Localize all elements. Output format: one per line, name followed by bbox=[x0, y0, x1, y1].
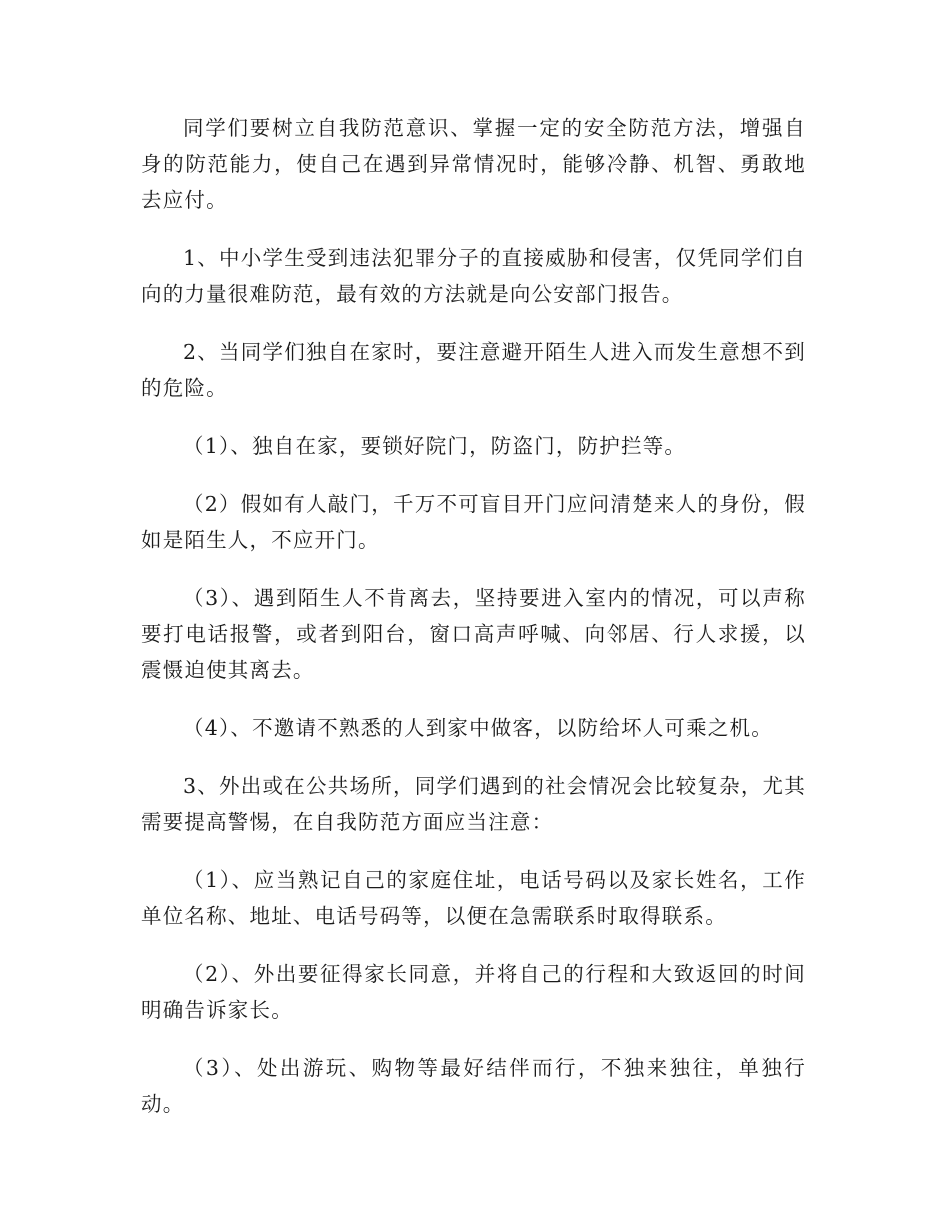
paragraph-item-1: 1、中小学生受到违法犯罪分子的直接威胁和侵害，仅凭同学们自向的力量很难防范，最有效的方法就是向公安部门报告。 bbox=[141, 246, 806, 306]
paragraph-subitem-2-1: （1）、独自在家，要锁好院门，防盗门，防护拦等。 bbox=[183, 434, 687, 458]
paragraph-subitem-3-3: （3）、处出游玩、购物等最好结伴而行，不独来独往，单独行动。 bbox=[141, 1056, 806, 1116]
paragraph-item-3: 3、外出或在公共场所，同学们遇到的社会情况会比较复杂，尤其需要提高警惕，在自我防范方面应当注意： bbox=[141, 774, 806, 834]
paragraph-subitem-3-2: （2）、外出要征得家长同意，并将自己的行程和大致返回的时间明确告诉家长。 bbox=[141, 962, 806, 1022]
paragraph-subitem-2-2: （2）假如有人敲门，千万不可盲目开门应问清楚来人的身份，假如是陌生人，不应开门。 bbox=[141, 492, 806, 552]
document-body bbox=[141, 110, 806, 1144]
paragraph-subitem-2-3: （3）、遇到陌生人不肯离去，坚持要进入室内的情况，可以声称要打电话报警，或者到阳台，窗口高声呼喊、向邻居、行人求援，以震慑迫使其离去。 bbox=[141, 586, 806, 682]
paragraph-item-2: 2、当同学们独自在家时，要注意避开陌生人进入而发生意想不到的危险。 bbox=[141, 340, 806, 400]
paragraph-subitem-2-4: （4）、不邀请不熟悉的人到家中做客，以防给坏人可乘之机。 bbox=[183, 716, 773, 740]
paragraph-subitem-3-1: （1）、应当熟记自己的家庭住址，电话号码以及家长姓名，工作单位名称、地址、电话号码等，以便在急需联系时取得联系。 bbox=[141, 868, 806, 928]
paragraph-intro: 同学们要树立自我防范意识、掌握一定的安全防范方法，增强自身的防范能力，使自己在遇到异常情况时，能够冷静、机智、勇敢地去应付。 bbox=[141, 116, 806, 212]
